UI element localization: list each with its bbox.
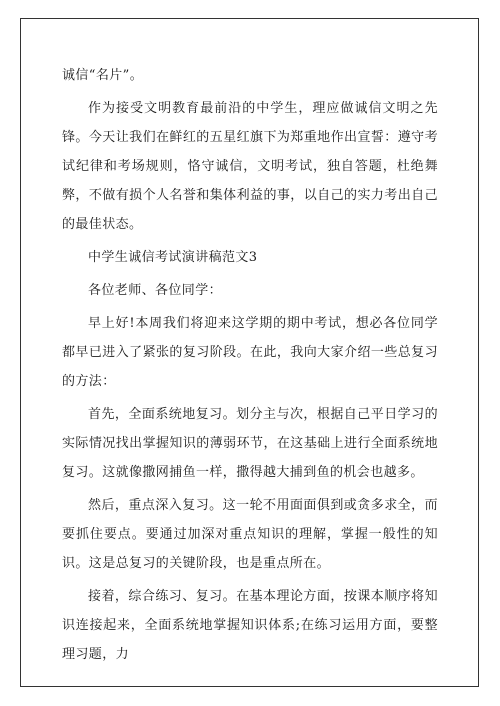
paragraph: 诚信“名片”。 xyxy=(62,68,144,83)
paragraph: 早上好!本周我们将迎来这学期的期中考试，想必各位同学都早已进入了紧张的复习阶段。在此，我向大家介绍一些总复习的方法： xyxy=(62,316,438,389)
paragraph: 首先，全面系统地复习。划分主与次，根据自己平日学习的实际情况找出掌握知识的薄弱环节，在这基础上进行全面系统地复习。这就像撒网捕鱼一样，撒得越大捕到鱼的机会也越多。 xyxy=(62,407,438,480)
section-heading: 中学生诚信考试演讲稿范文3 xyxy=(88,250,258,265)
salutation: 各位老师、各位同学： xyxy=(88,283,223,298)
paragraph: 作为接受文明教育最前沿的中学生，理应做诚信文明之先锋。今天让我们在鲜红的五星红旗下为郑重地作出宣誓：遵守考试纪律和考场规则，恪守诚信，文明考试，独自答题，杜绝舞弊，不做有损个人名誉和集体利益的事，以自己的实力考出自己的最佳状态。 xyxy=(62,101,438,232)
paragraph: 接着，综合练习、复习。在基本理论方面，按课本顺序将知识连接起来，全面系统地掌握知识体系;在练习运用方面，要整理习题，力 xyxy=(62,589,438,662)
document-body xyxy=(62,61,438,673)
paragraph: 然后，重点深入复习。这一轮不用面面俱到或贪多求全，而要抓住要点。要通过加深对重点知识的理解，掌握一般性的知识。这是总复习的关键阶段，也是重点所在。 xyxy=(62,498,438,571)
